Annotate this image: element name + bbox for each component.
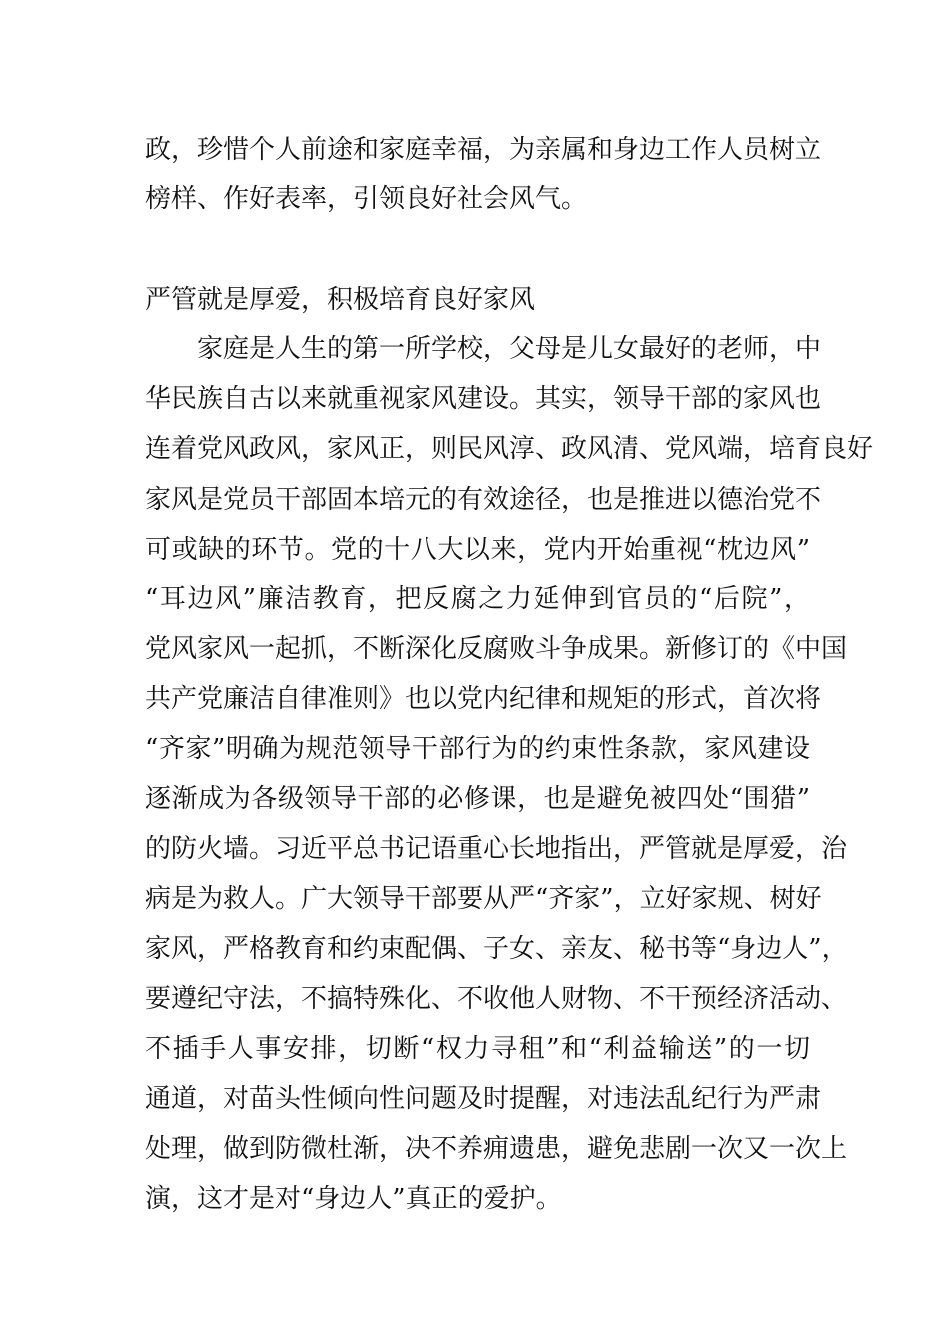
paragraph-line-18: 演，这才是对“身边人”真正的爱护。 bbox=[145, 1184, 562, 1214]
paragraph-line-2: 华民族自古以来就重视家风建设。其实，领导干部的家风也 bbox=[145, 384, 822, 414]
paragraph-line-3: 连着党风政风，家风正，则民风淳、政风清、党风端，培育良好 bbox=[145, 434, 874, 464]
paragraph-line-6: “耳边风”廉洁教育，把反腐之力延伸到官员的“后院”， bbox=[145, 584, 810, 614]
paragraph-line-1: 家庭是人生的第一所学校，父母是儿女最好的老师，中 bbox=[145, 334, 822, 364]
paragraph-line-14: 要遵纪守法，不搞特殊化、不收他人财物、不干预经济活动、 bbox=[145, 984, 848, 1014]
paragraph-line-5: 可或缺的环节。党的十八大以来，党内开始重视“枕边风” bbox=[145, 535, 810, 565]
paragraph-line-10: 逐渐成为各级领导干部的必修课，也是避免被四处“围猎” bbox=[145, 784, 810, 814]
paragraph-line-13: 家风，严格教育和约束配偶、子女、亲友、秘书等“身边人”， bbox=[145, 934, 848, 964]
paragraph-line-12: 病是为救人。广大领导干部要从严“齐家”，立好家规、树好 bbox=[145, 884, 822, 914]
paragraph-line-17: 处理，做到防微杜渐，决不养痈遗患，避免悲剧一次又一次上 bbox=[145, 1134, 848, 1164]
section-heading: 严管就是厚爱，积极培育良好家风 bbox=[145, 285, 536, 315]
paragraph-line-9: “齐家”明确为规范领导干部行为的约束性条款，家风建设 bbox=[145, 734, 810, 764]
paragraph-line-4: 家风是党员干部固本培元的有效途径，也是推进以德治党不 bbox=[145, 485, 822, 515]
continuation-line-2: 榜样、作好表率，引领良好社会风气。 bbox=[145, 184, 588, 214]
paragraph-line-15: 不插手人事安排，切断“权力寻租”和“利益输送”的一切 bbox=[145, 1034, 810, 1064]
paragraph-line-11: 的防火墙。习近平总书记语重心长地指出，严管就是厚爱，治 bbox=[145, 834, 848, 864]
paragraph-line-16: 通道，对苗头性倾向性问题及时提醒，对违法乱纪行为严肃 bbox=[145, 1084, 822, 1114]
paragraph-line-8: 共产党廉洁自律准则》也以党内纪律和规矩的形式，首次将 bbox=[145, 684, 822, 714]
continuation-line-1: 政，珍惜个人前途和家庭幸福，为亲属和身边工作人员树立 bbox=[145, 135, 822, 165]
paragraph-line-7: 党风家风一起抓，不断深化反腐败斗争成果。新修订的《中国 bbox=[145, 634, 848, 664]
